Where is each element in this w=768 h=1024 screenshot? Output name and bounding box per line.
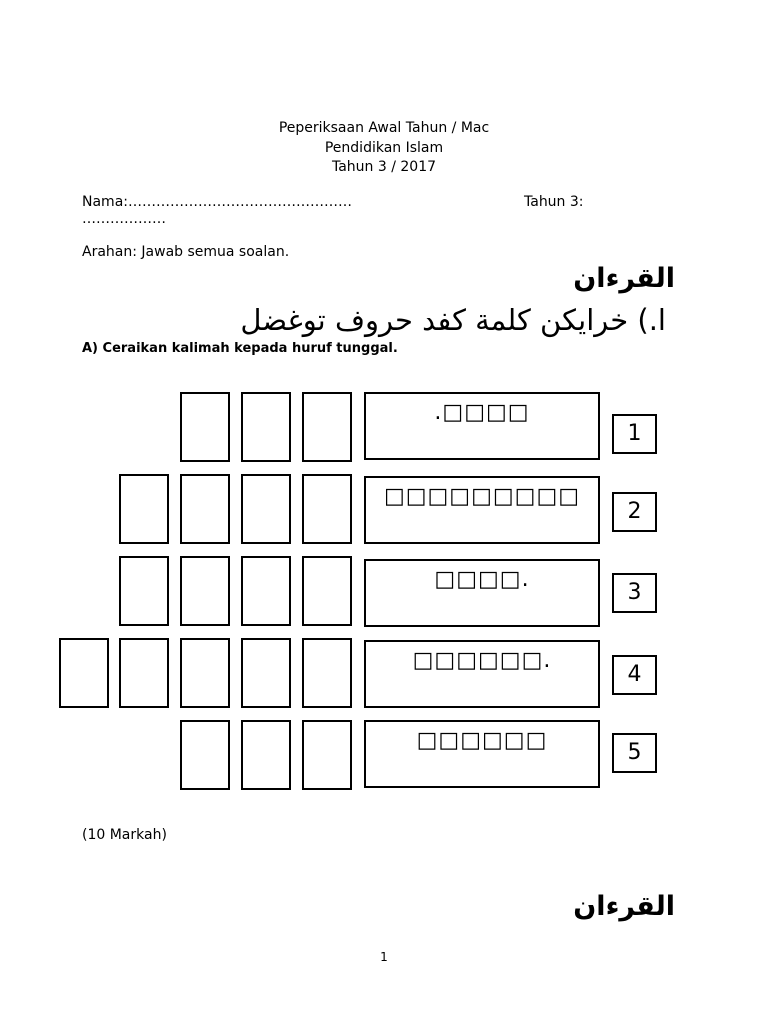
- answer-cell[interactable]: [180, 556, 230, 626]
- answer-cell[interactable]: [302, 474, 352, 544]
- answer-cell[interactable]: [241, 720, 291, 790]
- exam-title: Peperiksaan Awal Tahun / Mac: [278, 120, 490, 136]
- answer-cell[interactable]: [241, 556, 291, 626]
- question-number: 1: [612, 414, 657, 454]
- word-box: □□□□.: [364, 559, 600, 627]
- answer-cell[interactable]: [302, 556, 352, 626]
- answer-cell[interactable]: [180, 720, 230, 790]
- year-title: Tahun 3 / 2017: [331, 159, 437, 175]
- question-number: 5: [612, 733, 657, 773]
- answer-cell[interactable]: [302, 638, 352, 708]
- question-instruction-malay: A) Ceraikan kalimah kepada huruf tunggal.: [82, 341, 398, 356]
- word-box: .□□□□: [364, 392, 600, 460]
- name-field-label: Nama:…………………………………………: [82, 194, 352, 210]
- answer-cell[interactable]: [241, 638, 291, 708]
- answer-cell[interactable]: [180, 474, 230, 544]
- question-instruction-arabic: ا.) خرايكن كلمة كفد حروف توغضل: [240, 303, 666, 337]
- section-title-quran-2: القرءان: [573, 891, 675, 922]
- answer-cell[interactable]: [119, 556, 169, 626]
- word-box: □□□□□□□□□: [364, 476, 600, 544]
- answer-cell[interactable]: [302, 720, 352, 790]
- question-number: 2: [612, 492, 657, 532]
- page-number: 1: [380, 950, 388, 964]
- class-field-dots: ………………: [82, 211, 166, 227]
- answer-cell[interactable]: [119, 638, 169, 708]
- word-box: □□□□□□: [364, 720, 600, 788]
- answer-cell[interactable]: [119, 474, 169, 544]
- answer-cell[interactable]: [180, 392, 230, 462]
- answer-cell[interactable]: [241, 474, 291, 544]
- instructions-text: Arahan: Jawab semua soalan.: [82, 244, 290, 260]
- answer-cell[interactable]: [59, 638, 109, 708]
- class-field-label: Tahun 3:: [524, 194, 584, 210]
- subject-title: Pendidikan Islam: [324, 140, 444, 156]
- answer-cell[interactable]: [180, 638, 230, 708]
- word-box: □□□□□□.: [364, 640, 600, 708]
- marks-text: (10 Markah): [82, 827, 167, 843]
- answer-cell[interactable]: [241, 392, 291, 462]
- section-title-quran: القرءان: [573, 263, 675, 294]
- answer-cell[interactable]: [302, 392, 352, 462]
- question-number: 3: [612, 573, 657, 613]
- question-number: 4: [612, 655, 657, 695]
